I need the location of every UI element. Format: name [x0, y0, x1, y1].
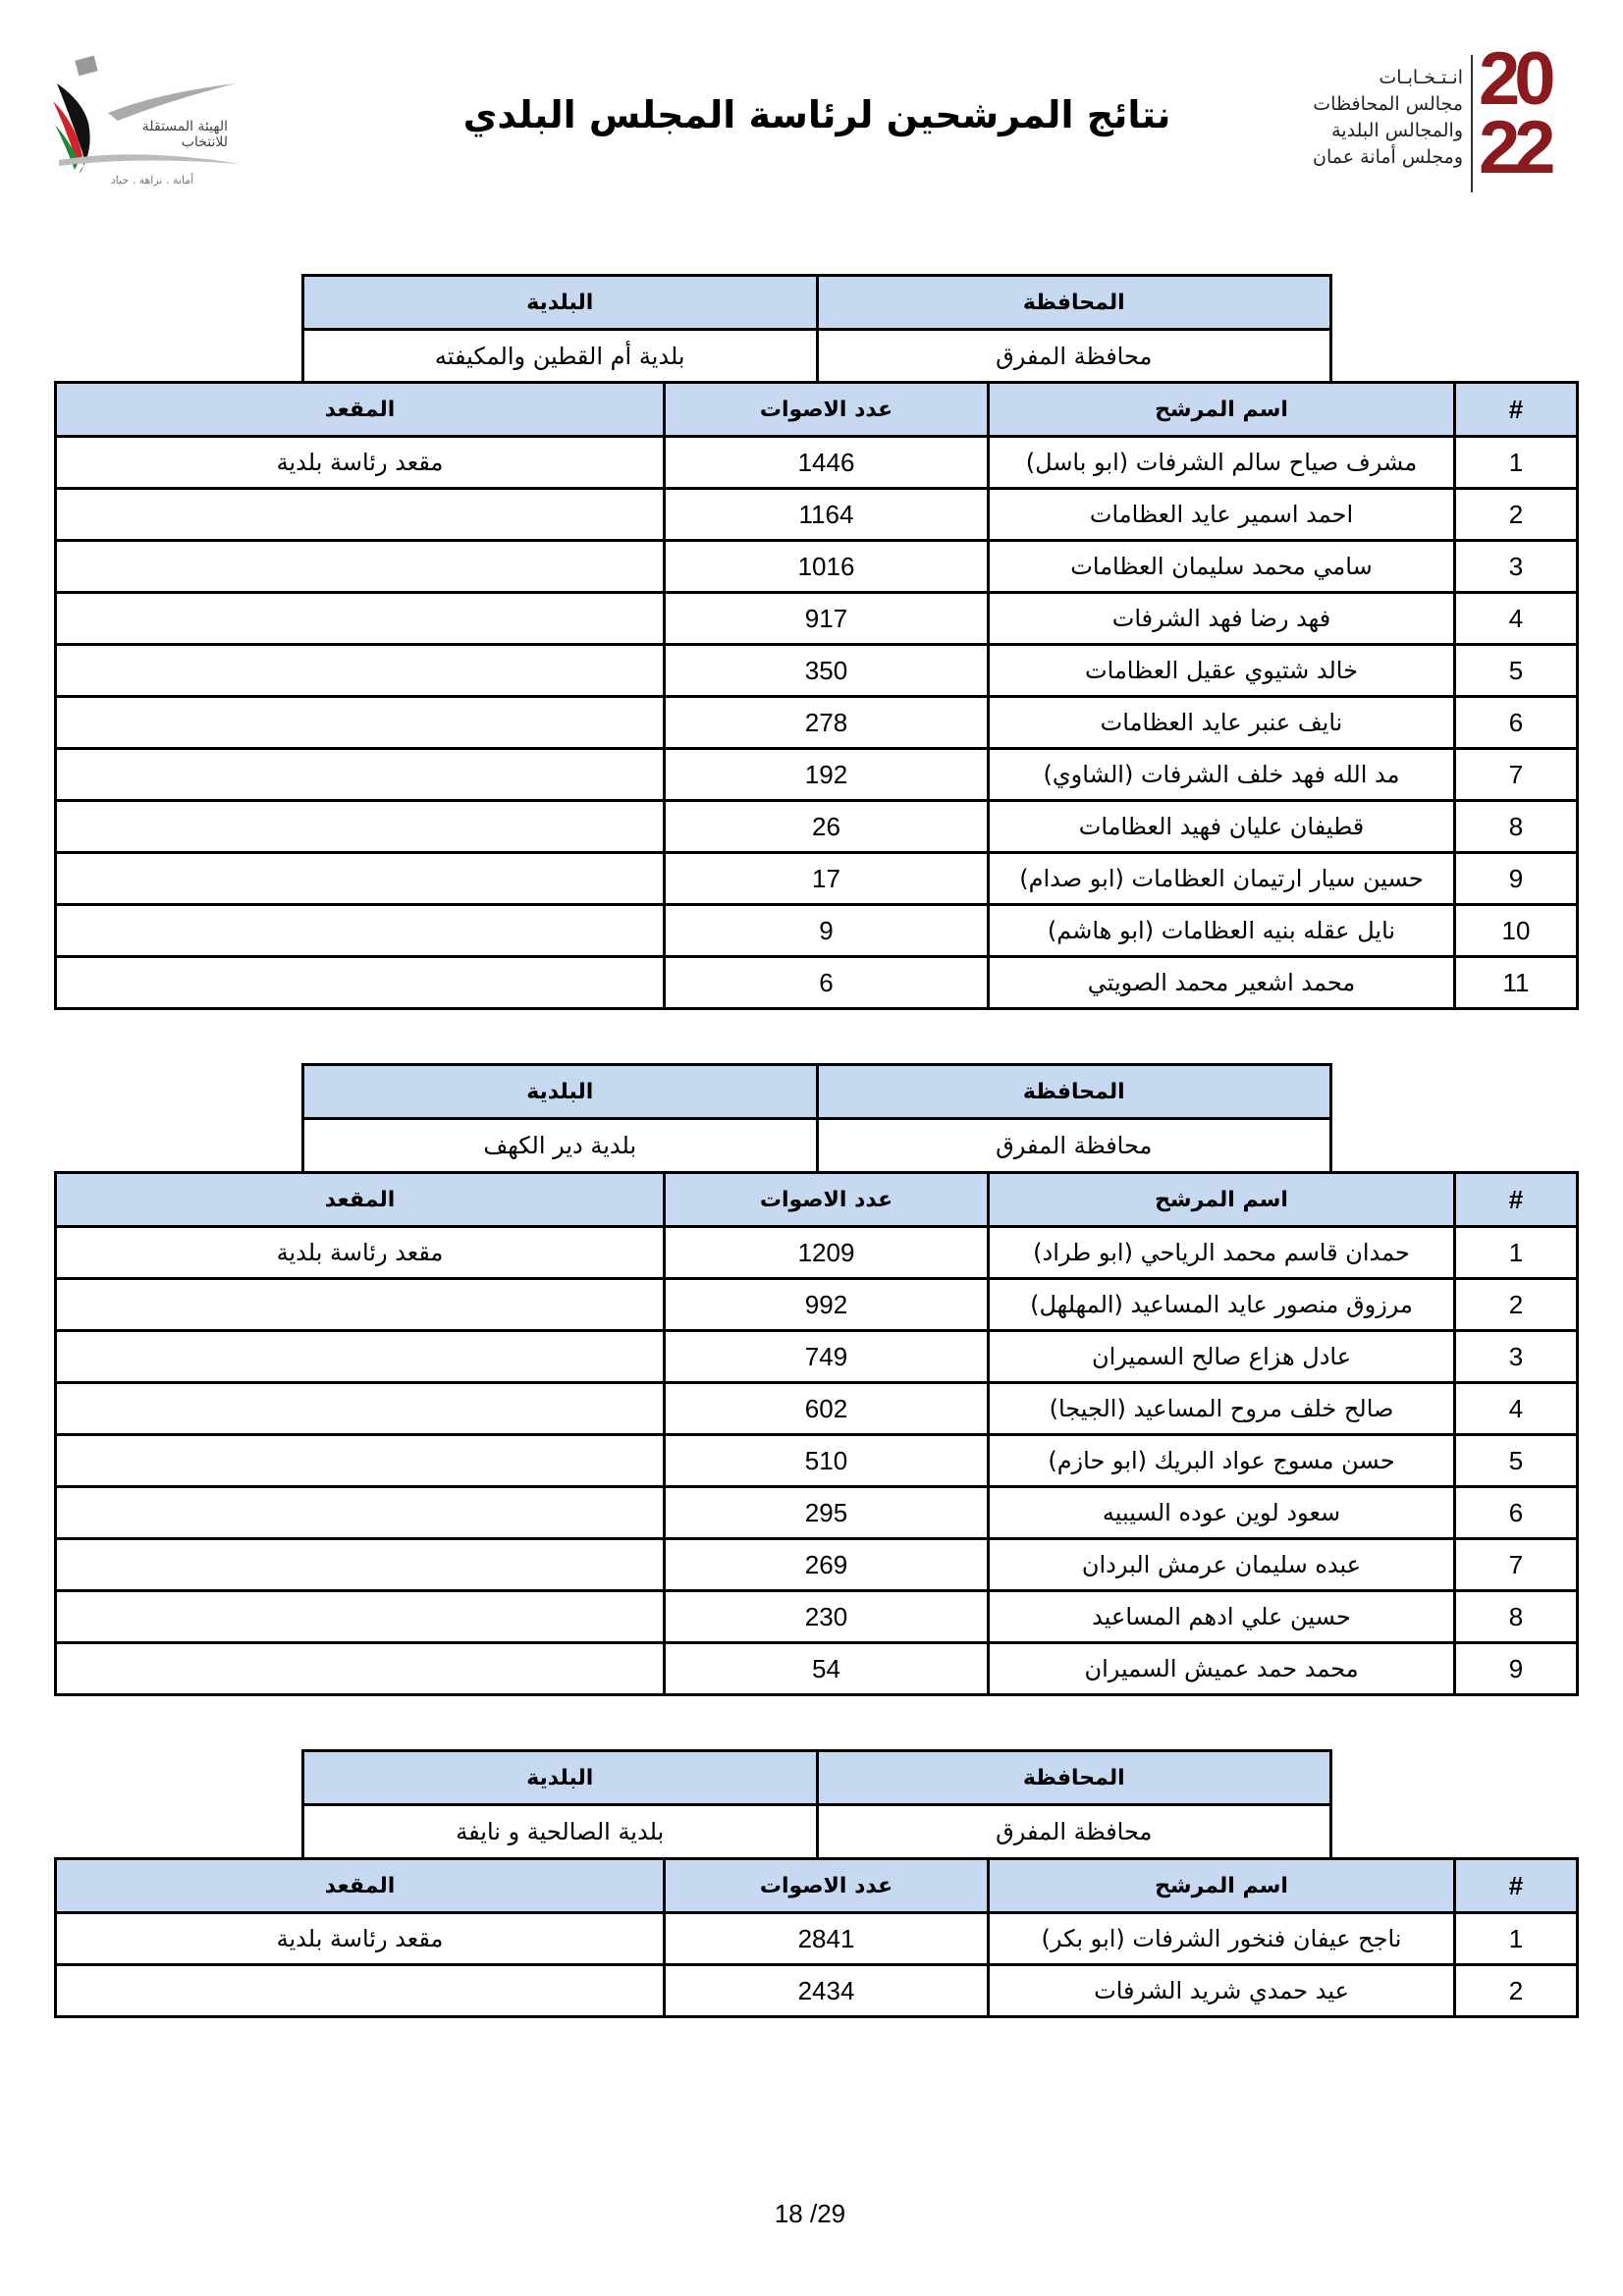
vote-count: 2434	[665, 1965, 989, 2017]
seat-type	[56, 593, 665, 645]
candidate-name: احمد اسمير عايد العظامات	[989, 489, 1455, 541]
row-number: 3	[1455, 541, 1578, 593]
vote-count: 602	[665, 1383, 989, 1435]
governorate-value: محافظة المفرق	[817, 1805, 1331, 1859]
vote-count: 917	[665, 593, 989, 645]
logo-divider	[1471, 55, 1473, 192]
iec-logo-text: الهيئة المستقلة للانتخاب	[141, 119, 228, 150]
votes-header: عدد الاصوات	[665, 1173, 989, 1227]
row-number: 1	[1455, 437, 1578, 489]
number-header: #	[1455, 1859, 1578, 1913]
governorate-value: محافظة المفرق	[817, 1119, 1331, 1173]
candidate-name: سعود لوين عوده السيبيه	[989, 1487, 1455, 1539]
table-row	[56, 1591, 1578, 1643]
row-number: 1	[1455, 1227, 1578, 1279]
candidate-name: سامي محمد سليمان العظامات	[989, 541, 1455, 593]
municipality-header: البلدية	[303, 1751, 818, 1805]
table-row	[56, 905, 1578, 957]
candidate-name: عبده سليمان عرمش البردان	[989, 1539, 1455, 1591]
seat-type	[56, 1591, 665, 1643]
candidate-name: ناجح عيفان فنخور الشرفات (ابو بكر)	[989, 1913, 1455, 1965]
table-row	[56, 1539, 1578, 1591]
vote-count: 9	[665, 905, 989, 957]
vote-count: 26	[665, 801, 989, 853]
table-row	[56, 957, 1578, 1009]
row-number: 4	[1455, 593, 1578, 645]
seat-type	[56, 905, 665, 957]
table-row	[56, 749, 1578, 801]
section-meta-table	[301, 1749, 1332, 1860]
logo-line: انـتـخـابـات	[1379, 67, 1463, 88]
vote-count: 1164	[665, 489, 989, 541]
seat-type	[56, 957, 665, 1009]
elections-2022-logo	[1296, 37, 1581, 198]
table-row	[56, 1913, 1578, 1965]
candidate-name: عيد حمدي شريد الشرفات	[989, 1965, 1455, 2017]
seat-type	[56, 801, 665, 853]
row-number: 11	[1455, 957, 1578, 1009]
candidate-name: عادل هزاع صالح السميران	[989, 1331, 1455, 1383]
table-row	[56, 853, 1578, 905]
municipality-header: البلدية	[303, 1065, 818, 1119]
governorate-header: المحافظة	[817, 1751, 1331, 1805]
governorate-header: المحافظة	[817, 1065, 1331, 1119]
row-number: 7	[1455, 749, 1578, 801]
table-row	[56, 1643, 1578, 1695]
table-row	[56, 1227, 1578, 1279]
candidate-name-header: اسم المرشح	[989, 1173, 1455, 1227]
row-number: 1	[1455, 1913, 1578, 1965]
candidate-name: حسين علي ادهم المساعيد	[989, 1591, 1455, 1643]
seat-header: المقعد	[56, 1173, 665, 1227]
seat-type	[56, 749, 665, 801]
table-row	[56, 1331, 1578, 1383]
iec-logo	[49, 54, 245, 201]
logo-line: والمجالس البلدية	[1331, 120, 1463, 141]
results-table	[54, 1857, 1579, 2018]
table-row	[56, 1435, 1578, 1487]
vote-count: 2841	[665, 1913, 989, 1965]
table-row	[56, 437, 1578, 489]
candidate-name: مرزوق منصور عايد المساعيد (المهلهل)	[989, 1279, 1455, 1331]
seat-type: مقعد رئاسة بلدية	[56, 1227, 665, 1279]
vote-count: 510	[665, 1435, 989, 1487]
table-row	[56, 697, 1578, 749]
row-number: 2	[1455, 1279, 1578, 1331]
table-row	[56, 801, 1578, 853]
row-number: 8	[1455, 1591, 1578, 1643]
vote-count: 350	[665, 645, 989, 697]
governorate-value: محافظة المفرق	[817, 330, 1331, 384]
candidate-name: نايف عنبر عايد العظامات	[989, 697, 1455, 749]
vote-count: 1446	[665, 437, 989, 489]
number-header: #	[1455, 1173, 1578, 1227]
row-number: 2	[1455, 489, 1578, 541]
candidate-name-header: اسم المرشح	[989, 383, 1455, 437]
vote-count: 278	[665, 697, 989, 749]
seat-type	[56, 1965, 665, 2017]
vote-count: 269	[665, 1539, 989, 1591]
section-meta-table	[301, 274, 1332, 385]
vote-count: 1016	[665, 541, 989, 593]
candidate-name: حسين سيار ارتيمان العظامات (ابو صدام)	[989, 853, 1455, 905]
municipality-header: البلدية	[303, 276, 818, 330]
vote-count: 1209	[665, 1227, 989, 1279]
seat-type	[56, 697, 665, 749]
page-title: نتائج المرشحين لرئاسة المجلس البلدي	[462, 93, 1171, 136]
seat-header: المقعد	[56, 383, 665, 437]
table-row	[56, 1965, 1578, 2017]
seat-type	[56, 541, 665, 593]
municipality-value: بلدية الصالحية و نايفة	[303, 1805, 818, 1859]
seat-type	[56, 1383, 665, 1435]
results-table	[54, 381, 1579, 1010]
table-row	[56, 1279, 1578, 1331]
results-table	[54, 1171, 1579, 1696]
table-row	[56, 489, 1578, 541]
candidate-name: نايل عقله بنيه العظامات (ابو هاشم)	[989, 905, 1455, 957]
section-meta-table	[301, 1063, 1332, 1174]
table-row	[56, 645, 1578, 697]
seat-header: المقعد	[56, 1859, 665, 1913]
vote-count: 230	[665, 1591, 989, 1643]
table-row	[56, 1383, 1578, 1435]
candidate-name: خالد شتيوي عقيل العظامات	[989, 645, 1455, 697]
row-number: 4	[1455, 1383, 1578, 1435]
candidate-name: صالح خلف مروح المساعيد (الجيجا)	[989, 1383, 1455, 1435]
seat-type	[56, 645, 665, 697]
vote-count: 992	[665, 1279, 989, 1331]
municipality-value: بلدية دير الكهف	[303, 1119, 818, 1173]
seat-type	[56, 853, 665, 905]
table-row	[56, 593, 1578, 645]
votes-header: عدد الاصوات	[665, 1859, 989, 1913]
vote-count: 192	[665, 749, 989, 801]
row-number: 3	[1455, 1331, 1578, 1383]
row-number: 6	[1455, 697, 1578, 749]
row-number: 5	[1455, 1435, 1578, 1487]
row-number: 9	[1455, 1643, 1578, 1695]
candidate-name: قطيفان عليان فهيد العظامات	[989, 801, 1455, 853]
seat-type	[56, 1643, 665, 1695]
table-row	[56, 541, 1578, 593]
candidate-name: محمد حمد عميش السميران	[989, 1643, 1455, 1695]
seat-type	[56, 1487, 665, 1539]
seat-type: مقعد رئاسة بلدية	[56, 437, 665, 489]
seat-type	[56, 1279, 665, 1331]
candidate-name-header: اسم المرشح	[989, 1859, 1455, 1913]
row-number: 7	[1455, 1539, 1578, 1591]
vote-count: 54	[665, 1643, 989, 1695]
municipality-value: بلدية أم القطين والمكيفته	[303, 330, 818, 384]
row-number: 10	[1455, 905, 1578, 957]
logo-line: مجالس المحافظات	[1313, 93, 1463, 115]
seat-type: مقعد رئاسة بلدية	[56, 1913, 665, 1965]
page-number: 18 /29	[774, 2199, 846, 2228]
vote-count: 6	[665, 957, 989, 1009]
logo-year: 20 22	[1479, 37, 1550, 189]
votes-header: عدد الاصوات	[665, 383, 989, 437]
candidate-name: فهد رضا فهد الشرفات	[989, 593, 1455, 645]
candidate-name: محمد اشعير محمد الصويتي	[989, 957, 1455, 1009]
candidate-name: حسن مسوج عواد البريك (ابو حازم)	[989, 1435, 1455, 1487]
row-number: 9	[1455, 853, 1578, 905]
vote-count: 295	[665, 1487, 989, 1539]
seat-type	[56, 1331, 665, 1383]
table-row	[56, 1487, 1578, 1539]
row-number: 8	[1455, 801, 1578, 853]
candidate-name: حمدان قاسم محمد الرياحي (ابو طراد)	[989, 1227, 1455, 1279]
seat-type	[56, 489, 665, 541]
elections-logo-text	[1313, 65, 1463, 171]
candidate-name: مد الله فهد خلف الشرفات (الشاوي)	[989, 749, 1455, 801]
candidate-name: مشرف صياح سالم الشرفات (ابو باسل)	[989, 437, 1455, 489]
seat-type	[56, 1539, 665, 1591]
logo-line: ومجلس أمانة عمان	[1313, 146, 1463, 168]
iec-logo-motto: أمانة . نزاهة . حياد	[110, 174, 194, 187]
governorate-header: المحافظة	[817, 276, 1331, 330]
row-number: 2	[1455, 1965, 1578, 2017]
row-number: 6	[1455, 1487, 1578, 1539]
vote-count: 17	[665, 853, 989, 905]
number-header: #	[1455, 383, 1578, 437]
seat-type	[56, 1435, 665, 1487]
vote-count: 749	[665, 1331, 989, 1383]
row-number: 5	[1455, 645, 1578, 697]
